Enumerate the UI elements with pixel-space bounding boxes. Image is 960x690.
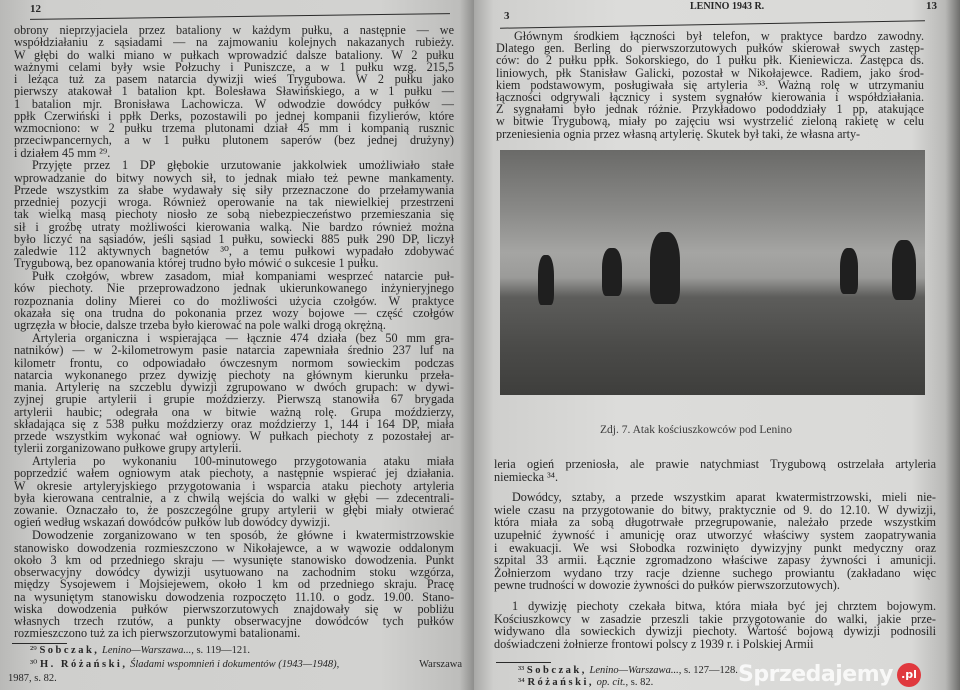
text-line: Trygubową, bez opanowania której trudno było mówić o sukcesie 1 pułku. (14, 256, 379, 271)
signature-mark: 3 (504, 10, 510, 22)
text-line: stanowisko dowodzenia rozmieszczono w Nikołajewce, a w wąwozie oddalonym (14, 540, 454, 555)
soldier-figure (602, 248, 622, 296)
text-line: Żołnierzom wydano trzy racje dzienne suchego prowiantu (zakładano więc (494, 565, 936, 580)
text-line: która miała za sobą długotrwałe przegrupowanie, należało przede wszystkim (494, 515, 936, 530)
text-line: doświadczeni żołnierze frontowi polscy z 1939 r. i Polskiej Armii (494, 636, 814, 651)
text-line: Dowodzenie zorganizowano w ten sposób, że główne i kwatermistrzowskie (32, 528, 454, 543)
text-line: tylerii zorganizowano pułkowe grupy artylerii. (14, 441, 242, 456)
text-line: 1 batalion mjr. Bronisława Lachowicza. W odwodzie dowódcy pułków — (14, 96, 454, 111)
footnote: ³³ Sobczak, Lenino—Warszawa..., s. 127—128. (518, 665, 738, 676)
text-line: obrony nieprzyjaciela przez bataliony w każdym pułku, a następnie — we (14, 23, 454, 37)
text-line: ogień według wskazań dowódców pułków lub dowódcy dywizji. (14, 515, 331, 530)
text-line: Kościuszkowcy w zasadzie przeszli takie przygotowanie do walki, jakie prze- (494, 611, 936, 626)
text-line: ugrzęzła w błocie, dalsze trzeba było kierować na pole walki drogą okrężną. (14, 318, 386, 333)
text-line: przeciwpancernych, a w 1 pułku plutonem saperów (bez jednej drużyny) (14, 133, 454, 148)
text-line: wzmocniono: w 2 pułku trzema plutonami dział 45 mm i kompanią rusznic (14, 121, 454, 135)
text-line: i ewakuacji. We wsi Słobodka rozwinięto dywizyjny punkt medyczny oraz (494, 540, 936, 555)
text-line: Głównym środkiem łączności był telefon, w praktyce bardzo zawodny. (514, 29, 924, 43)
text-line: Przede wszystkim za słabe wydawały się siły przeznaczone do przełamywania (14, 182, 454, 197)
text-line: artylerii haubic; odegrała ona w bitwie ważną rolę. Grupa moździerzy, (14, 404, 454, 419)
text-line: zyjnej grupie artylerii i grupie moździerzy. Pierwszą stanowiła 67 brygada (14, 392, 454, 407)
text-line: była kierowana centralnie, a z chwilą wejścia do walki w głębi — zdecentrali- (14, 490, 454, 505)
soldier-figure (650, 232, 680, 304)
text-line: rozpoznania doliny Mierei co do możliwości użycia czołgów. W praktyce (14, 293, 454, 308)
text-line: wprowadzanie do bitwy nowych sił, to jednak miało też pewne mankamenty. (14, 170, 454, 185)
page-number: 13 (926, 0, 937, 12)
photo-soldiers-attack (500, 150, 925, 395)
text-line: W okresie artyleryjskiego przygotowania i wsparcia ataku piechoty artyleria (14, 478, 454, 493)
footnote-rule (12, 643, 67, 644)
text-line: szpital 33 armii. Łącznie zgromadzono właściwe zapasy żywności i amunicji. (494, 553, 936, 568)
header-rule (30, 13, 450, 20)
text-line: przede wszystkim wykonać wał ogniowy. W pułkach piechoty z pozostałej ar- (14, 429, 454, 444)
text-line: okazała się ona trudna do pokonania przez wozy bojowe — część czołgów (14, 305, 454, 320)
text-line: liniowych, płk Stanisław Galicki, pozostał w Nikołajewce. Radiem, jako środ- (496, 65, 924, 80)
text-line: sił i groźbę utraty możliwości kierowania walką. Nie bardzo również można (14, 219, 454, 234)
text-line: Przyjęte przez 1 DP głębokie urzutowanie jakkolwiek umożliwiało stałe (32, 158, 454, 173)
text-line: ppłk Czerwiński i ppłk Derks, pozostawili po jednej kompanii fizylierów, które (14, 108, 454, 123)
text-line: w bitwie Trygubową, miały po zajęciu wsi wystrzelić zieloną rakietę w celu (496, 114, 924, 129)
photo-caption: Zdj. 7. Atak kościuszkowców pod Lenino (600, 424, 792, 436)
text-line: zaledwie 112 aktywnych bagnetów ³⁰, a temu pułkowi wypadało zdobywać (14, 244, 454, 259)
header-rule (500, 20, 925, 29)
left-page (0, 0, 474, 690)
text-line: tak wielką masą piechoty niosło ze sobą niebezpieczeństwo przemieszania się (14, 207, 454, 222)
text-line: przedniej pozycji wroga. Również operowanie na tak niewielkiej przestrzeni (14, 195, 454, 210)
text-line: pierwszy atakował 1 batalion kpt. Bolesława Sławińskiego, a w 1 pułku — (14, 84, 454, 99)
text-line: kilometr frontu, co odpowiadało ówczesnym normom sowieckim podczas (14, 355, 454, 370)
text-line: mania. Artylerię na szczeblu dywizji zgrupowano w dwóch grupach: w dywi- (14, 380, 454, 395)
text-line: Artyleria organiczna i wspierająca — łącznie 474 działa (bez 50 mm gra- (32, 331, 454, 346)
text-line: około 3 km od przedniego skraju — wysunięte stanowisko dowodzenia. Punkt (14, 552, 454, 567)
footnote-rule (496, 662, 551, 663)
footnote: ²⁹ Sobczak, Lenino—Warszawa..., s. 119—121. (30, 645, 251, 656)
text-line: przeniesienia ognia przez własną artylerię. Skutek był taki, że własna arty- (496, 126, 861, 141)
text-line: było liczyć na sąsiadów, jeśli sąsiad 1 pułku, sowiecki 885 pułk 290 DP, liczył (14, 231, 454, 246)
footnote: ³⁴ Różański, op. cit., s. 82. (518, 677, 654, 688)
text-line: między Sysojewem i Mojsiejewem, około 1 km od przedniego skraju. Pracę (14, 577, 454, 592)
text-line: wiele czasu na przygotowanie do bitwy, praktycznie od 9. do 12.10. W dywizji, (494, 502, 936, 517)
text-line: pewne trudności w dowozie żywności do pułków pierwszorzutowych). (494, 578, 840, 593)
text-line: poprzedzić wałem ogniowym atak piechoty, a następnie wspierać jej działania. (14, 466, 454, 481)
text-line: i leżąca tuż za pasem natarcia dywizji wieś Trygubowa. W 2 pułku jako (14, 72, 454, 86)
text-line: zowanie. Oznaczało to, że poszczególne grupy artylerii w głębi miały otwierać (14, 503, 454, 518)
text-line: składająca się z 538 pułku moździerzy oraz moździerzy 1, 144 i 164 DP, miała (14, 416, 454, 431)
text-line: kiem podstawowym, posługiwała się artyleria ³³. Ważną rolę w utrzymaniu (496, 77, 924, 92)
running-head: LENINO 1943 R. (690, 1, 765, 12)
page-number: 12 (30, 3, 41, 15)
text-line: ców: do 2 pułku ppłk. Sokorskiego, do 1 pułku płk. Kieniewicza. Zastępca ds. (496, 53, 924, 68)
text-line: widywano dla sowieckich dywizji piechoty. Wartość bojową dywizji podnosili (494, 624, 936, 639)
footnote-continuation: 1987, s. 82. (8, 673, 57, 684)
text-line: uzupełnić żywność i amunicję oraz utworzyć właściwy system zaopatrywania (494, 528, 936, 542)
text-line: Artyleria po wykonaniu 100-minutowego przygotowania ataku miała (32, 454, 454, 469)
text-line: leria ogień przeniosła, ale prawie natychmiast Trygubową ostrzelała artyleria (494, 457, 936, 471)
text-line: natarcia wykonanego przez dywizję piechoty na głównym kierunku przeła- (14, 367, 454, 382)
footnote: ³⁰ H. Różański, Śladami wspomnień i dokumentów (1943—1948), Warszawa (30, 659, 462, 670)
text-line: rozmieszczono tuż za ich pierwszorzutowymi batalionami. (14, 626, 301, 641)
text-line: natników) — w 2-kilometrowym pasie natarcia zapewniała średnio 237 luf na (14, 343, 454, 358)
soldier-figure (538, 255, 554, 305)
text-line: i działem 45 mm ²⁹. (14, 145, 111, 160)
watermark-logo (738, 662, 921, 688)
text-line: ważnymi celami były wsie Połzuchy i Puniszcze, a w 1 pułku wzg. 215,5 (14, 59, 454, 74)
soldier-figure (840, 248, 858, 294)
text-line: Dowódcy, sztaby, a przede wszystkim aparat kwatermistrzowski, mieli nie- (512, 490, 936, 505)
text-line: niemiecka ³⁴. (494, 469, 559, 484)
text-line: Dlatego gen. Berling do pierwszorzutowych pułków skierował swych zastęp- (496, 41, 924, 56)
watermark-text: Sprzedajemy (738, 662, 893, 687)
text-line: W głębi do walki miano w pułkach wprowadzić dalsze bataliony. W 2 pułku (14, 47, 454, 62)
text-line: obserwacyjny dowódcy dywizji usytuowano na zachodnim stoku wzgórza, (14, 565, 454, 579)
text-line: wiska dowodzenia pułków pierwszorzutowych znajdowały się w pobliżu (14, 601, 454, 616)
soldier-figure (892, 240, 916, 300)
text-line: 1 dywizję piechoty czekała bitwa, która miała być jej chrztem bojowym. (512, 599, 936, 613)
right-page (474, 0, 960, 690)
text-line: współdziałaniu z sąsiadami — na zajmowaniu kolejnych nakazanych rubieży. (14, 35, 454, 50)
text-line: Pułk czołgów, wbrew zasadom, miał kompaniami wesprzeć natarcie puł- (32, 269, 454, 284)
text-line: na wysuniętym stanowisku dowodzenia rozpoczęto 11.10. o godz. 19.00. Stano- (14, 589, 454, 604)
text-line: własnych trzech rzutów, a punkty obserwacyjne dowódców tych pułków (14, 614, 454, 628)
text-line: Z sygnałami było jednak różnie. Przykładowo pododdziały 1 pp, atakujące (496, 102, 924, 117)
watermark-badge: .pl (897, 663, 921, 687)
text-line: łączności odgrywali łącznicy i system sygnałów kierowania i współdziałania. (496, 90, 924, 104)
text-line: ków piechoty. Nie przeprowadzono jednak ukierunkowanego inżynieryjnego (14, 281, 454, 296)
